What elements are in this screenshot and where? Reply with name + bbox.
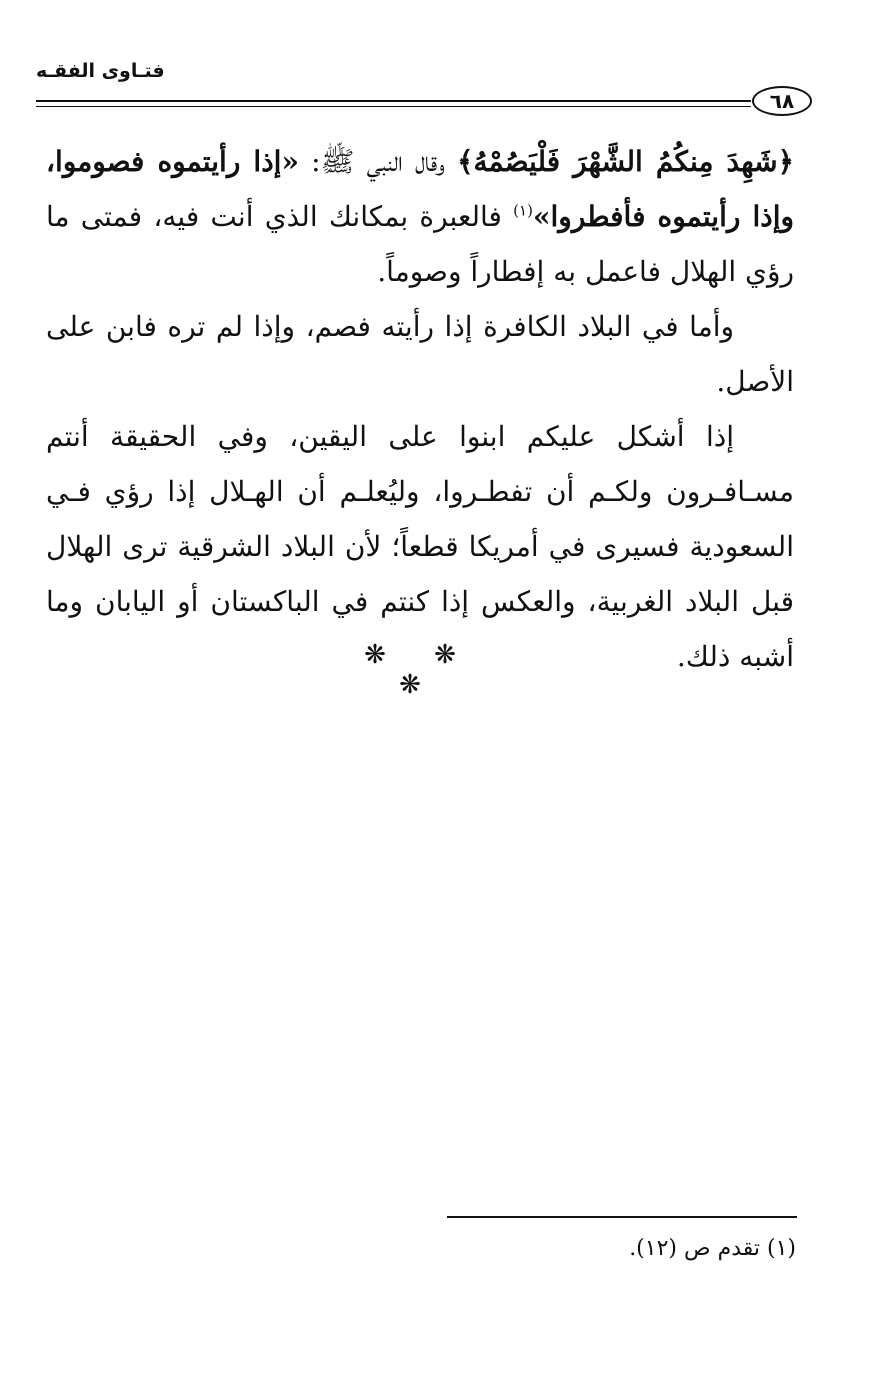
page-number: ٦٨ [752,86,812,116]
footnote: (١) تقدم ص (١٢). [629,1236,796,1261]
header-rule [36,100,751,107]
footnote-reference: (١) [513,201,533,220]
quran-verse: ﴿شَهِدَ مِنكُمُ الشَّهْرَ فَلْيَصُمْهُ﴾ [457,145,794,178]
hadith-quote: «إذا رأيتموه فصوموا، وإذا رأيتموه فأفطروا» [46,145,794,233]
section-separator: ❋ ❋ ❋ [364,640,476,700]
paragraph-2: وأما في البلاد الكافرة إذا رأيته فصم، وإذا لم تره فابن على الأصل. [46,310,794,398]
footnote-rule [447,1216,797,1218]
paragraph-1 [46,134,794,299]
paragraph-1-rest: فالعبرة بمكانك الذي أنت فيه، فمتى ما رؤي الهلال فاعمل به إفطاراً وصوماً. [46,200,794,288]
paragraph-3: إذا أشكل عليكم ابنوا على اليقين، وفي الحقيقة أنتم مسـافـرون ولكـم أن تفطـروا، وليُعلـم أن الهـلال إذا رؤي فـي السعودية فسيرى في أمريكا قطعاً؛ لأن البلاد الشرقية ترى الهلال قبل البلاد الغربية، والعكس إذا كنتم في الباكستان أو اليابان وما أشبه ذلك. [46,420,794,673]
book-title: فتـاوى الفقـه [36,60,165,82]
paragraph-1-intro: وقال النبي ﷺ: [298,145,458,178]
body-text [46,134,794,684]
